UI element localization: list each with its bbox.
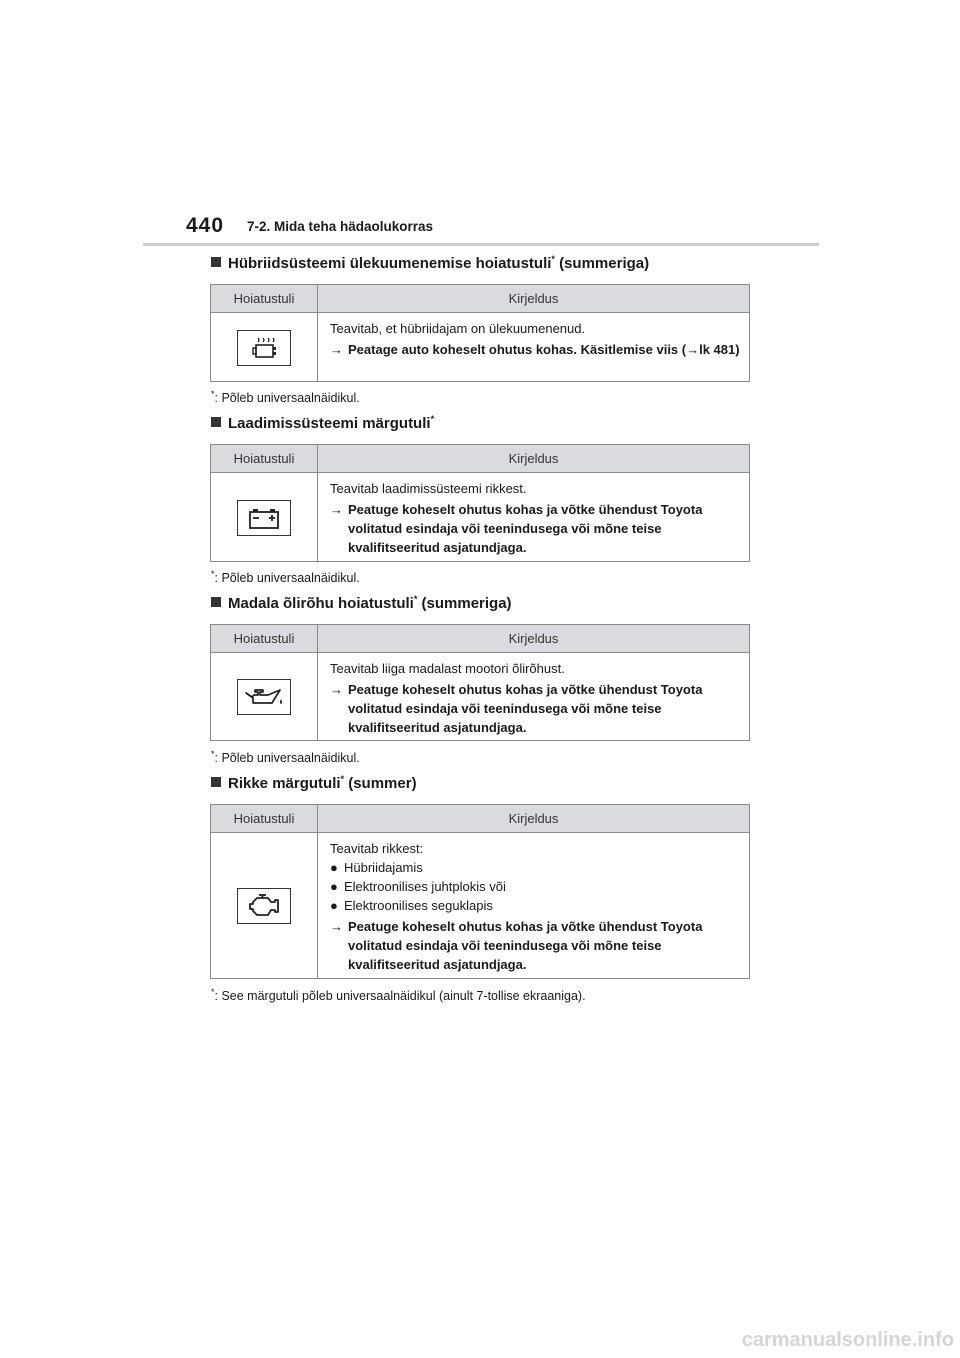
square-bullet-icon — [211, 777, 221, 787]
watermark: carmanualsonline.info — [741, 1329, 954, 1351]
oil-can-icon — [237, 679, 291, 715]
header-col-warning-light: Hoiatustuli — [211, 805, 318, 832]
list-item: ● Elektroonilises juhtplokis või — [330, 879, 506, 894]
action-text: Peatuge koheselt ohutus kohas ja võtke ühendust Toyota volitatud esindaja või teenindusega või mõne teise kvalifitseeritud asjatundjaga. — [348, 919, 703, 972]
section-title-oil-pressure: Madala õlirõhu hoiatustuli* (summeriga) — [211, 594, 512, 612]
header-col-description: Kirjeldus — [508, 291, 559, 306]
arrow-icon: → — [330, 342, 343, 357]
arrow-icon: → — [330, 682, 343, 697]
check-engine-icon — [237, 888, 291, 924]
header-col-description: Kirjeldus — [508, 811, 559, 826]
action-text: Peatage auto koheselt ohutus kohas. Käsitlemise viis (→lk 481) — [348, 342, 740, 357]
footnote: *: Põleb universaalnäidikul. — [211, 569, 360, 586]
table-row — [211, 473, 749, 562]
section-title-hybrid-overheat: Hübriidsüsteemi ülekuumenemise hoiatustuli* (summeriga) — [211, 254, 649, 272]
footnote: *: See märgutuli põleb universaalnäidikul (ainult 7-tollise ekraaniga). — [211, 987, 586, 1004]
table-header — [211, 445, 749, 473]
description-text: Teavitab, et hübriidajam on ülekuumenenud. — [330, 321, 586, 336]
header-col-description: Kirjeldus — [508, 451, 559, 466]
header-col-warning-light: Hoiatustuli — [211, 625, 318, 652]
footnote: *: Põleb universaalnäidikul. — [211, 389, 360, 406]
bullet-icon: ● — [330, 898, 338, 913]
table-row — [211, 313, 749, 382]
action-text: Peatuge koheselt ohutus kohas ja võtke ühendust Toyota volitatud esindaja või teenindusega või mõne teise kvalifitseeritud asjatundjaga. — [348, 682, 703, 735]
header-col-warning-light: Hoiatustuli — [211, 285, 318, 312]
header-divider — [143, 243, 819, 246]
description-text: Teavitab laadimissüsteemi rikkest. — [330, 481, 527, 496]
arrow-icon: → — [330, 502, 343, 517]
list-item: ● Hübriidajamis — [330, 860, 423, 875]
warning-table-charging-system — [210, 444, 750, 562]
table-row — [211, 833, 749, 979]
table-header — [211, 285, 749, 313]
hybrid-overheat-icon — [237, 330, 291, 366]
section-title-charging-system: Laadimissüsteemi märgutuli* — [211, 414, 434, 432]
section-title-malfunction: Rikke märgutuli* (summer) — [211, 774, 417, 792]
footnote: *: Põleb universaalnäidikul. — [211, 749, 360, 766]
description-text: Teavitab liiga madalast mootori õlirõhust. — [330, 661, 565, 676]
square-bullet-icon — [211, 257, 221, 267]
square-bullet-icon — [211, 597, 221, 607]
warning-table-oil-pressure — [210, 624, 750, 741]
warning-table-hybrid-overheat — [210, 284, 750, 382]
warning-table-malfunction — [210, 804, 750, 979]
chapter-title: 7-2. Mida teha hädaolukorras — [247, 219, 434, 234]
description-text: Teavitab rikkest: — [330, 841, 424, 856]
table-header — [211, 805, 749, 833]
square-bullet-icon — [211, 417, 221, 427]
page-number: 440 — [186, 214, 225, 237]
battery-icon — [237, 500, 291, 536]
bullet-icon: ● — [330, 860, 338, 875]
header-col-description: Kirjeldus — [508, 631, 559, 646]
bullet-icon: ● — [330, 879, 338, 894]
action-text: Peatuge koheselt ohutus kohas ja võtke ühendust Toyota volitatud esindaja või teenindusega või mõne teise kvalifitseeritud asjatundjaga. — [348, 502, 703, 555]
table-row — [211, 653, 749, 741]
header-col-warning-light: Hoiatustuli — [211, 445, 318, 472]
arrow-icon: → — [330, 919, 343, 934]
list-item: ● Elektroonilises seguklapis — [330, 898, 493, 913]
table-header — [211, 625, 749, 653]
